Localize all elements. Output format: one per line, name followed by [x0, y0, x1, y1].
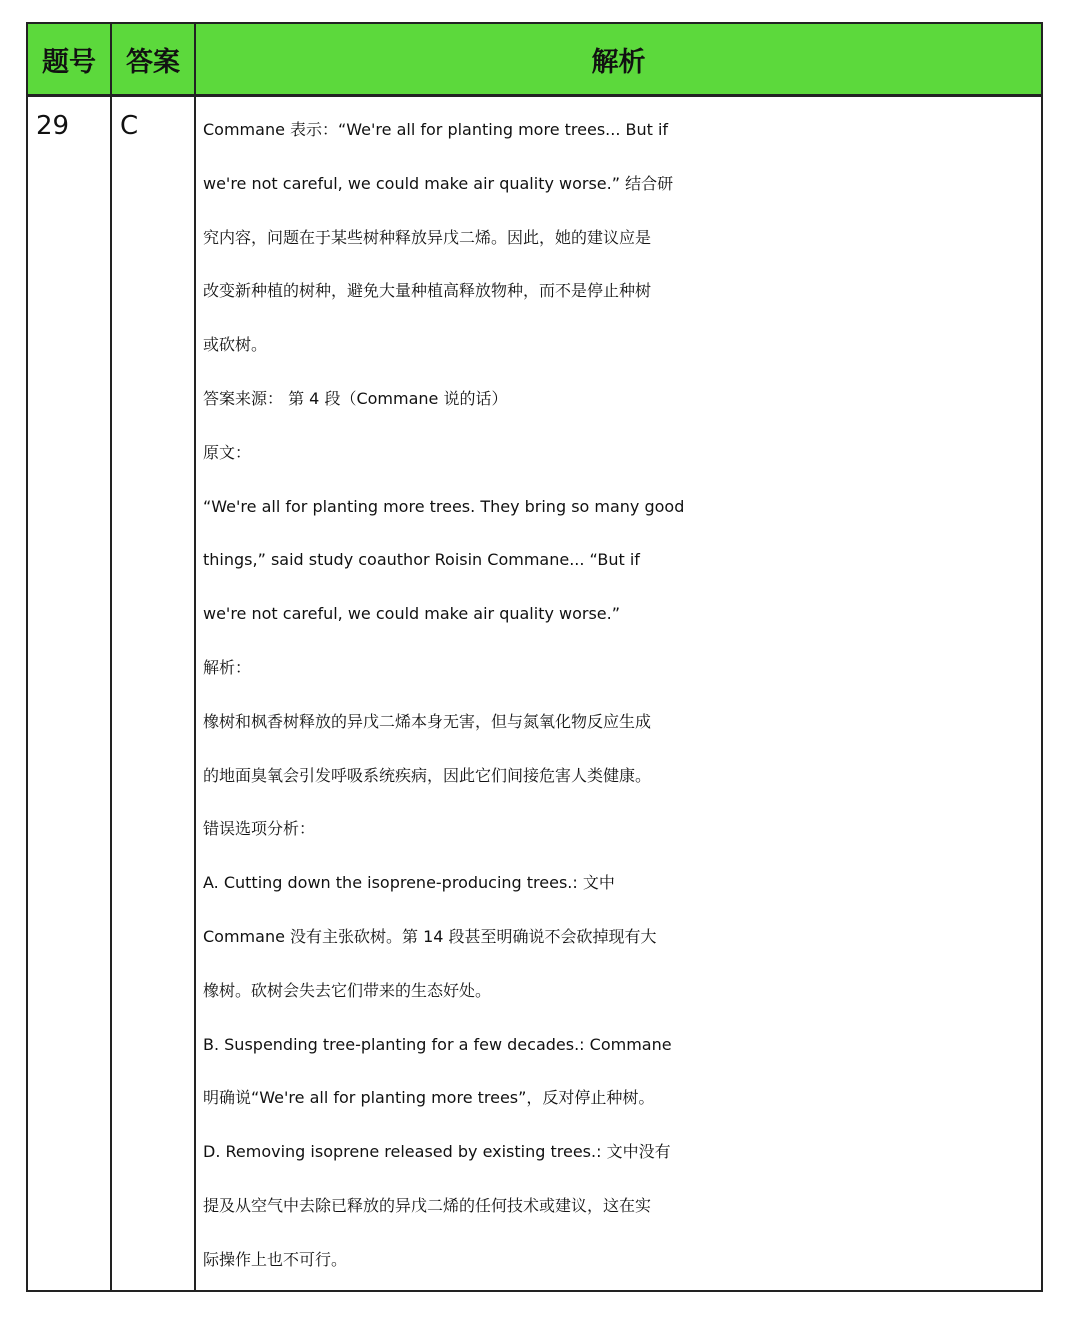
table-row — [27, 96, 1042, 1292]
analysis-line: 橡树和枫香树释放的异戊二烯本身无害，但与氮氧化物反应生成 — [203, 711, 652, 731]
option-d-line: 际操作上也不可行。 — [203, 1249, 348, 1269]
original-text-label: 原文： — [203, 442, 252, 462]
option-a-line: A. Cutting down the isoprene-producing trees.: 文中 — [203, 873, 615, 893]
header-explanation: 解析 — [195, 23, 1042, 96]
analysis-label: 解析： — [203, 657, 252, 677]
quote-line: we're not careful, we could make air quality worse.” — [203, 604, 621, 624]
analysis-line: 的地面臭氧会引发呼吸系统疾病，因此它们间接危害人类健康。 — [203, 765, 652, 785]
explanation-line: Commane 表示：“We're all for planting more trees... But if — [203, 120, 669, 139]
header-row — [27, 23, 1042, 96]
table-body — [27, 96, 1042, 1292]
header-answer: 答案 — [111, 23, 195, 96]
wrong-options-label: 错误选项分析： — [203, 819, 316, 839]
option-a-line: 橡树。砍树会失去它们带来的生态好处。 — [203, 980, 492, 1000]
explanation-line: we're not careful, we could make air quality worse.” 结合研 — [203, 173, 674, 193]
explanation-line: 或砍树。 — [203, 335, 268, 355]
answer-table — [26, 22, 1043, 1292]
answer-source-line: 答案来源： 第 4 段（Commane 说的话） — [203, 388, 508, 408]
option-a-line: Commane 没有主张砍树。第 14 段甚至明确说不会砍掉现有大 — [203, 926, 657, 946]
explanation-cell — [195, 96, 1042, 1292]
option-b-line: 明确说“We're all for planting more trees”，反对停止种树。 — [203, 1088, 655, 1108]
quote-line: things,” said study coauthor Roisin Commane... “But if — [203, 550, 640, 570]
quote-line: “We're all for planting more trees. They bring so many good — [203, 496, 685, 516]
header-question-number: 题号 — [27, 23, 111, 96]
table-header — [27, 23, 1042, 96]
explanation-line: 改变新种植的树种，避免大量种植高释放物种，而不是停止种树 — [203, 281, 652, 301]
question-number: 29 — [27, 96, 111, 1292]
option-b-line: B. Suspending tree-planting for a few decades.: Commane — [203, 1034, 672, 1054]
option-d-line: 提及从空气中去除已释放的异戊二烯的任何技术或建议，这在实 — [203, 1195, 652, 1215]
answer-letter: C — [111, 96, 195, 1292]
option-d-line: D. Removing isoprene released by existing trees.: 文中没有 — [203, 1142, 671, 1162]
explanation-line: 究内容，问题在于某些树种释放异戊二烯。因此，她的建议应是 — [203, 227, 652, 247]
